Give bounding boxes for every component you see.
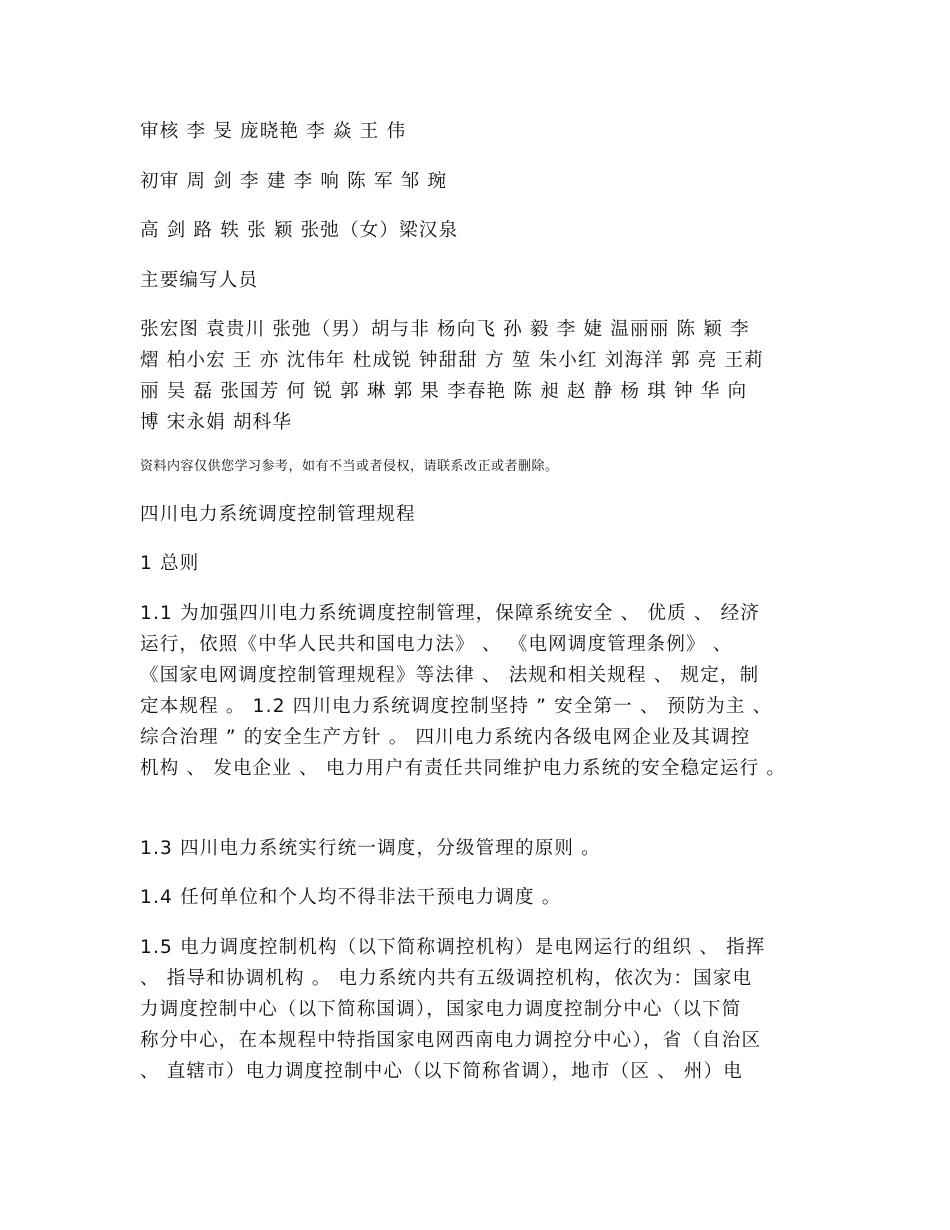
paragraph-1-5-line: 力调度控制中心（以下简称国调），国家电力调度控制分中心（以下简 (140, 999, 742, 1020)
main-authors-list (140, 314, 830, 438)
paragraph-1-1-line: 1.1 为加强四川电力系统调度控制管理，保障系统安全 、 优质 、 经济 (140, 603, 761, 624)
paragraph-1-1-line: 运行，依照《中华人民共和国电力法》 、 《电网调度管理条例》 、 (140, 634, 733, 655)
authors-line-2: 熠 柏小宏 王 亦 沈伟年 杜成锐 钟甜甜 方 堃 朱小红 刘海洋 郭 亮 王莉 (140, 350, 764, 371)
initial-reviewers-line: 初审 周 剑 李 建 李 响 陈 军 邹 琬 (140, 171, 448, 192)
authors-line-3: 丽 吴 磊 张国芳 何 锐 郭 琳 郭 果 李春艳 陈 昶 赵 静 杨 琪 钟 华 向 (140, 381, 748, 402)
paragraph-1-5-line: 称分中心，在本规程中特指国家电网西南电力调控分中心），省（自治区 (140, 1030, 762, 1051)
reviewers-line: 审核 李 旻 庞晓艳 李 焱 王 伟 (140, 121, 407, 142)
paragraph-1-4: 1.4 任何单位和个人均不得非法干预电力调度 。 (140, 887, 562, 908)
section-1-heading: 1 总则 (140, 553, 200, 574)
paragraph-1-1-line: 定本规程 。 1.2 四川电力系统调度控制坚持 ” 安全第一 、 预防为主 、 (140, 696, 773, 717)
document-title: 四川电力系统调度控制管理规程 (140, 504, 416, 525)
paragraph-1-3: 1.3 四川电力系统实行统一调度，分级管理的原则 。 (140, 838, 601, 859)
authors-line-1: 张宏图 袁贵川 张弛（男）胡与非 杨向飞 孙 毅 李 婕 温丽丽 陈 颖 李 (140, 319, 750, 340)
main-authors-heading: 主要编写人员 (140, 270, 259, 291)
other-reviewers-line: 高 剑 路 轶 张 颖 张弛（女）梁汉泉 (140, 220, 459, 241)
paragraph-1-1-line: 机构 、 发电企业 、 电力用户有责任共同维护电力系统的安全稳定运行 。 (140, 758, 787, 779)
paragraph-1-1-line: 《国家电网调度控制管理规程》等法律 、 法规和相关规程 、 规定，制 (140, 665, 760, 686)
authors-line-4: 博 宋永娟 胡科华 (140, 412, 293, 433)
paragraph-1-5-line: 1.5 电力调度控制机构（以下简称调控机构）是电网运行的组织 、 指挥 (140, 937, 766, 958)
paragraph-1-1-line: 综合治理 ” 的安全生产方针 。 四川电力系统内各级电网企业及其调控 (140, 727, 751, 748)
paragraph-1-5-line: 、 直辖市）电力调度控制中心（以下简称省调），地市（区 、 州）电 (140, 1061, 743, 1082)
paragraph-1-5 (140, 932, 830, 1087)
paragraph-1-5-line: 、 指导和协调机构 。 电力系统内共有五级调控机构，依次为：国家电 (140, 968, 753, 989)
disclaimer-note: 资料内容仅供您学习参考，如有不当或者侵权，请联系改正或者删除。 (140, 459, 559, 474)
paragraph-1-1 (140, 598, 830, 784)
